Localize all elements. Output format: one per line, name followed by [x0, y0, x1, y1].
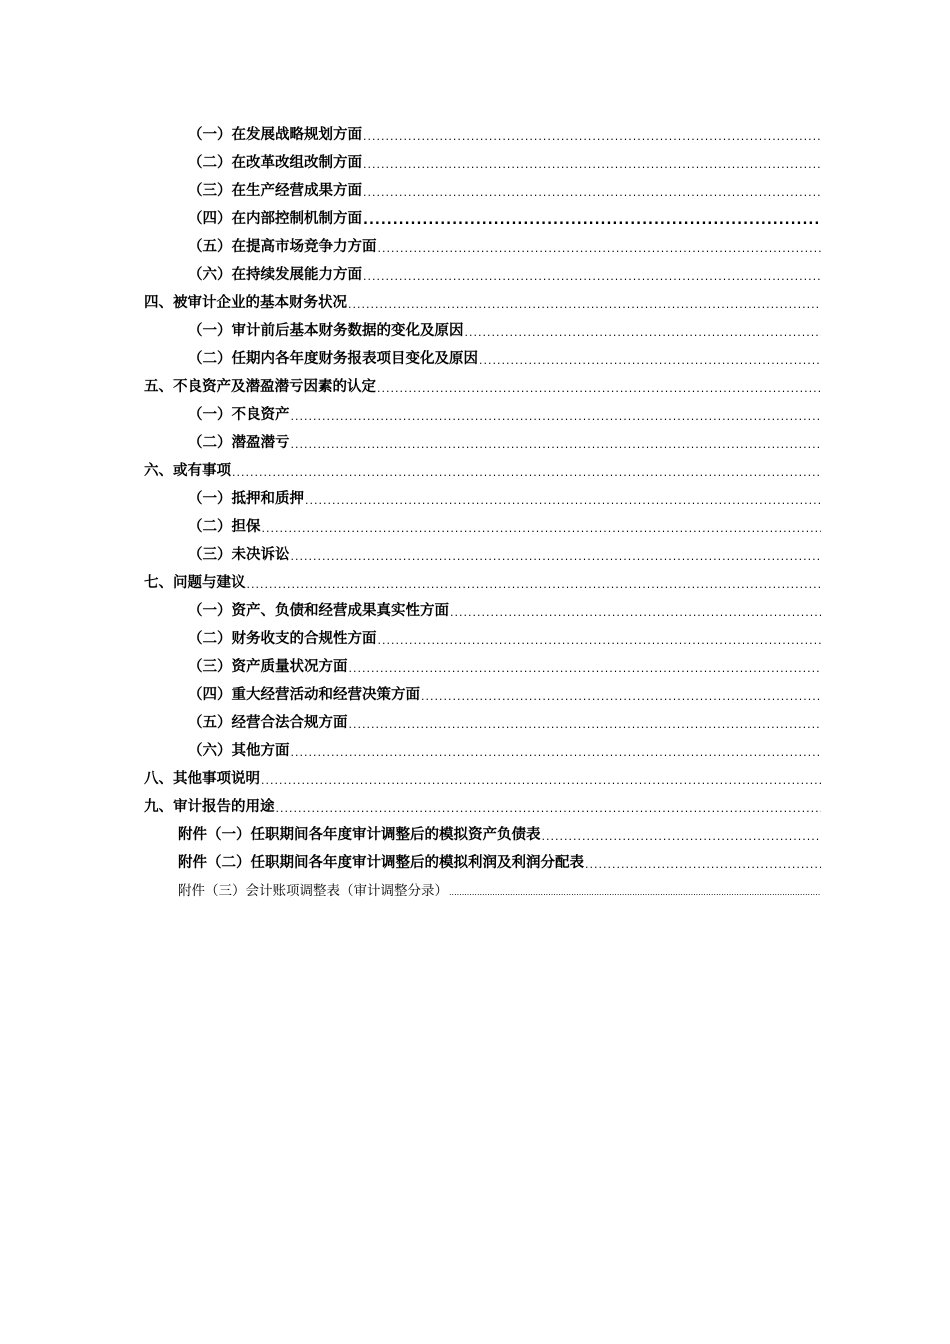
toc-entry-text: （二）财务收支的合规性方面 [188, 631, 377, 647]
toc-entry[interactable] [188, 509, 821, 537]
toc-entry[interactable] [188, 397, 821, 425]
toc-entry-text: （二）潜盈潜亏 [188, 435, 290, 451]
dot-leader [262, 521, 822, 537]
toc-entry[interactable] [188, 229, 821, 257]
dot-leader [585, 857, 821, 873]
dot-leader [261, 773, 821, 789]
dot-leader [348, 297, 821, 313]
toc-entry-text: （二）担保 [188, 519, 261, 535]
dot-leader [363, 269, 821, 285]
toc-section[interactable] [144, 285, 821, 313]
toc-entry-text: （三）未决诉讼 [188, 547, 290, 563]
toc-entry-text: （二）在改革改组改制方面 [188, 155, 362, 171]
toc-entry-text: （二）任期内各年度财务报表项目变化及原因 [188, 351, 478, 367]
toc-entry[interactable] [188, 173, 821, 201]
toc-entry-text: （一）资产、负债和经营成果真实性方面 [188, 603, 449, 619]
toc-entry[interactable] [188, 145, 821, 173]
toc-entry-text: （一）审计前后基本财务数据的变化及原因 [188, 323, 464, 339]
dot-leader [449, 885, 821, 901]
dot-leader [247, 577, 822, 593]
toc-entry[interactable] [188, 117, 821, 145]
toc-entry-text: （五）经营合法合规方面 [188, 715, 348, 731]
toc-entry[interactable] [188, 733, 821, 761]
toc-appendix-text: 附件（三）会计账项调整表（审计调整分录） [178, 883, 448, 899]
toc-entry[interactable] [188, 257, 821, 285]
dot-leader [291, 549, 822, 565]
dot-leader [363, 129, 821, 145]
toc-appendix[interactable] [178, 873, 821, 901]
toc-entry-text: （六）在持续发展能力方面 [188, 267, 362, 283]
toc-section[interactable] [144, 789, 821, 817]
dot-leader [305, 493, 821, 509]
dot-leader [421, 689, 821, 705]
dot-leader [377, 381, 821, 397]
toc-entry-text: （六）其他方面 [188, 743, 290, 759]
toc-section[interactable] [144, 453, 821, 481]
toc-entry-text: （一）不良资产 [188, 407, 290, 423]
dot-leader [465, 325, 822, 341]
dot-leader [291, 745, 822, 761]
toc-section-text: 四、被审计企业的基本财务状况 [144, 295, 347, 311]
toc-section-text: 七、问题与建议 [144, 575, 246, 591]
toc-entry[interactable] [188, 649, 821, 677]
toc-entry[interactable] [188, 481, 821, 509]
toc-entry[interactable] [188, 341, 821, 369]
dot-leader [378, 241, 822, 257]
toc-entry-text: （四）在内部控制机制方面 [188, 211, 362, 227]
toc-entry-text: （一）在发展战略规划方面 [188, 127, 362, 143]
toc-entry[interactable] [188, 537, 821, 565]
toc-entry-text: （四）重大经营活动和经营决策方面 [188, 687, 420, 703]
toc-entry[interactable] [188, 593, 821, 621]
toc-entry[interactable] [188, 313, 821, 341]
dot-leader [276, 801, 822, 817]
toc-section[interactable] [144, 565, 821, 593]
toc-appendix-text: 附件（二）任职期间各年度审计调整后的模拟利润及利润分配表 [178, 855, 584, 871]
toc-section[interactable] [144, 761, 821, 789]
dot-leader [479, 353, 821, 369]
dot-leader [363, 213, 821, 229]
toc-entry[interactable] [188, 201, 821, 229]
toc-entry[interactable] [188, 621, 821, 649]
dot-leader [363, 185, 821, 201]
toc-section-text: 九、审计报告的用途 [144, 799, 275, 815]
toc-entry[interactable] [188, 677, 821, 705]
toc-entry[interactable] [188, 425, 821, 453]
dot-leader [349, 661, 822, 677]
toc-entry-text: （五）在提高市场竞争力方面 [188, 239, 377, 255]
toc-entry[interactable] [188, 705, 821, 733]
toc-section-text: 六、或有事项 [144, 463, 231, 479]
dot-leader [291, 409, 822, 425]
dot-leader [542, 829, 822, 845]
toc-appendix[interactable] [178, 817, 821, 845]
toc-section[interactable] [144, 369, 821, 397]
dot-leader [232, 465, 821, 481]
toc-appendix[interactable] [178, 845, 821, 873]
dot-leader [291, 437, 822, 453]
toc-entry-text: （三）在生产经营成果方面 [188, 183, 362, 199]
toc-entry-text: （一）抵押和质押 [188, 491, 304, 507]
dot-leader [363, 157, 821, 173]
dot-leader [349, 717, 822, 733]
toc-section-text: 八、其他事项说明 [144, 771, 260, 787]
dot-leader [378, 633, 822, 649]
toc-appendix-text: 附件（一）任职期间各年度审计调整后的模拟资产负债表 [178, 827, 541, 843]
dot-leader [450, 605, 821, 621]
toc-entry-text: （三）资产质量状况方面 [188, 659, 348, 675]
toc-section-text: 五、不良资产及潜盈潜亏因素的认定 [144, 379, 376, 395]
